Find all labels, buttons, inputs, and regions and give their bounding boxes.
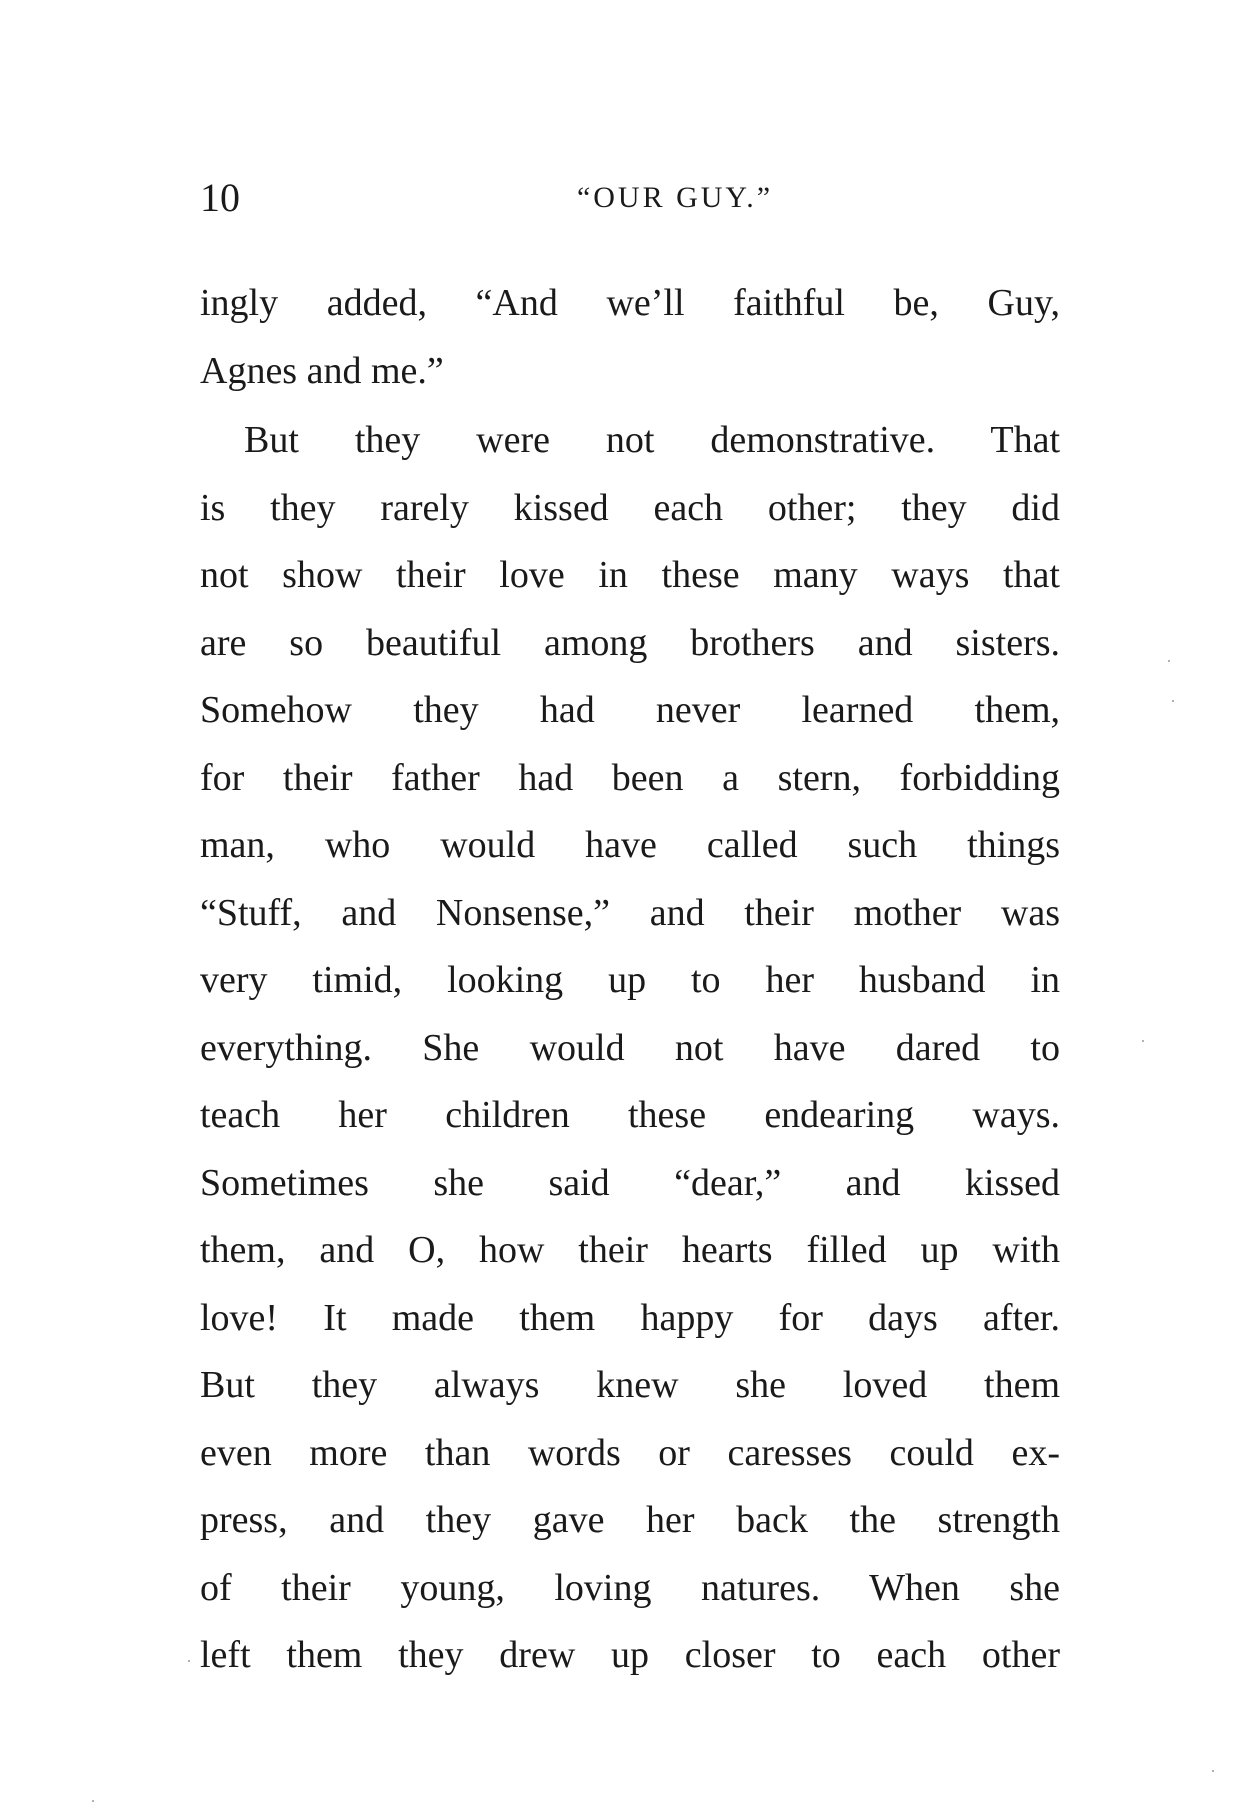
text-line: very timid, looking up to her husband in <box>200 959 1060 1001</box>
paragraph-first-line: But they were not demonstrative. That <box>244 419 1060 461</box>
text-line: Somehow they had never learned them, <box>200 689 1060 731</box>
text-line: Agnes and me.” <box>200 349 444 392</box>
paper-speck <box>92 1800 94 1802</box>
text-line: them, and O, how their hearts filled up with <box>200 1229 1060 1271</box>
paper-speck <box>1212 1770 1214 1772</box>
paper-speck <box>1142 1040 1144 1042</box>
text-line: “Stuff, and Nonsense,” and their mother was <box>200 891 1060 934</box>
paper-speck <box>1172 700 1174 702</box>
text-line: press, and they gave her back the strength <box>200 1499 1060 1541</box>
text-line: not show their love in these many ways that <box>200 554 1060 596</box>
text-line: man, who would have called such things <box>200 824 1060 866</box>
body-text <box>200 270 1060 1690</box>
text-line: ingly added, “And we’ll faithful be, Guy, <box>200 282 1060 324</box>
running-title: “OUR GUY.” <box>576 181 774 214</box>
paper-speck <box>188 1660 190 1662</box>
text-line: are so beautiful among brothers and sisters. <box>200 621 1060 664</box>
page-number: 10 <box>200 175 240 220</box>
text-line: even more than words or caresses could ex- <box>200 1431 1060 1474</box>
text-line: is they rarely kissed each other; they did <box>200 486 1060 529</box>
text-line: of their young, loving natures. When she <box>200 1566 1060 1609</box>
text-line: teach her children these endearing ways. <box>200 1094 1060 1136</box>
paper-speck <box>1168 660 1170 662</box>
text-line: left them they drew up closer to each other <box>200 1634 1060 1676</box>
page-header <box>200 168 1060 228</box>
text-line: love! It made them happy for days after. <box>200 1296 1060 1339</box>
text-line: But they always knew she loved them <box>200 1364 1060 1406</box>
text-line: for their father had been a stern, forbidding <box>200 756 1060 799</box>
text-line: Sometimes she said “dear,” and kissed <box>200 1161 1060 1204</box>
text-line: everything. She would not have dared to <box>200 1026 1060 1069</box>
